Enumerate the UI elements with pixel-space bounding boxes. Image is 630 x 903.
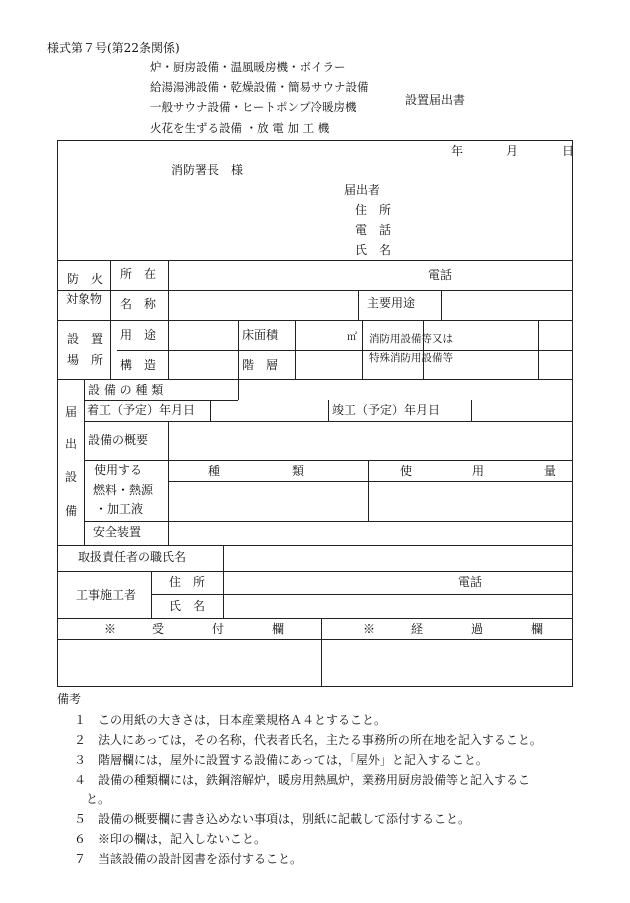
target-phone-label: 電話 — [428, 268, 453, 282]
start-date-label: 着工（予定）年月日 — [87, 403, 196, 417]
note-item: と。 — [86, 792, 111, 806]
equipment-line-1: 炉・厨房設備・温風暖房機・ボイラー — [150, 60, 346, 74]
vlabel-2: 出 — [65, 437, 78, 451]
form-number: 様式第７号(第22条関係) — [47, 41, 180, 55]
equipment-line-2: 給湯湯沸設備・乾燥設備・簡易サウナ設備 — [150, 80, 369, 94]
notifier-phone-label: 電 話 — [355, 223, 392, 237]
kind-header: 種 類 — [208, 464, 305, 478]
fuel-label-2: 燃料・熱源 — [93, 483, 154, 497]
note-item: ２ 法人にあっては，その名称，代表者氏名，主たる事務所の所在地を記入すること。 — [74, 733, 542, 747]
safety-label: 安全装置 — [93, 525, 142, 539]
vlabel-3: 設 — [65, 470, 78, 484]
fire-equipment-label-2: 特殊消防用設備等 — [369, 352, 453, 364]
note-item: ６ ※印の欄は，記入しないこと。 — [74, 832, 267, 846]
note-item: １ この用紙の大きさは，日本産業規格Ａ４とすること。 — [74, 713, 387, 727]
floor-label: 階 層 — [242, 358, 279, 372]
target-label-2: 対象物 — [66, 292, 103, 306]
notification-form — [57, 140, 573, 687]
progress-header: ※ 経 過 欄 — [363, 622, 544, 636]
doc-title: 設置届出書 — [405, 93, 466, 107]
overview-label: 設備の概要 — [88, 433, 149, 447]
end-date-label: 竣工（予定）年月日 — [332, 403, 441, 417]
day-label: 日 — [562, 144, 575, 158]
contractor-phone-label: 電話 — [458, 575, 483, 589]
note-item: ３ 階層欄には，屋外に設置する設備にあっては，「屋外」と記入すること。 — [74, 753, 488, 767]
area-unit: ㎡ — [347, 332, 357, 343]
fire-equipment-label-1: 消防用設備等又は — [369, 333, 453, 345]
contractor-label: 工事施工者 — [76, 588, 137, 602]
target-location-label: 所 在 — [120, 267, 157, 281]
target-label-1: 防 火 — [67, 272, 104, 286]
receipt-header: ※ 受 付 欄 — [104, 622, 285, 636]
note-item: ５ 設備の概要欄に書き込めない事項は，別紙に記載して添付すること。 — [74, 812, 471, 826]
year-label: 年 — [451, 144, 464, 158]
site-label-1: 設 置 — [67, 332, 104, 346]
fuel-label-3: ・加工液 — [95, 502, 144, 516]
manager-label: 取扱責任者の職氏名 — [78, 550, 187, 564]
vlabel-4: 備 — [65, 504, 78, 518]
usage-header: 使 用 量 — [400, 464, 557, 478]
target-name-label: 名 称 — [120, 297, 157, 311]
contractor-address-label: 住 所 — [169, 575, 206, 589]
contractor-name-label: 氏 名 — [169, 599, 206, 613]
addressee: 消防署長 様 — [171, 163, 244, 177]
structure-label: 構 造 — [120, 358, 157, 372]
equipment-line-4: 火花を生ずる設備 ・放 電 加 工 機 — [150, 121, 330, 135]
month-label: 月 — [506, 144, 519, 158]
vlabel-1: 届 — [65, 405, 78, 419]
notes-title: 備考 — [57, 692, 82, 706]
notifier-name-label: 氏 名 — [355, 243, 392, 257]
note-item: ４ 設備の種類欄には，鉄鋼溶解炉，暖房用熱風炉，業務用厨房設備等と記入するこ — [74, 773, 531, 787]
main-use-label: 主要用途 — [367, 296, 416, 310]
equipment-line-3: 一般サウナ設備・ヒートポンプ冷暖房機 — [150, 100, 357, 114]
equipment-type-label: 設 備 の 種 類 — [88, 383, 164, 397]
fuel-label-1: 使用する — [94, 463, 143, 477]
site-use-label: 用 途 — [120, 328, 157, 342]
floor-area-label: 床面積 — [242, 328, 279, 342]
notifier-label: 届出者 — [344, 183, 381, 197]
notifier-address-label: 住 所 — [355, 203, 392, 217]
note-item: ７ 当該設備の設計図書を添付すること。 — [74, 852, 303, 866]
site-label-2: 場 所 — [67, 353, 104, 367]
